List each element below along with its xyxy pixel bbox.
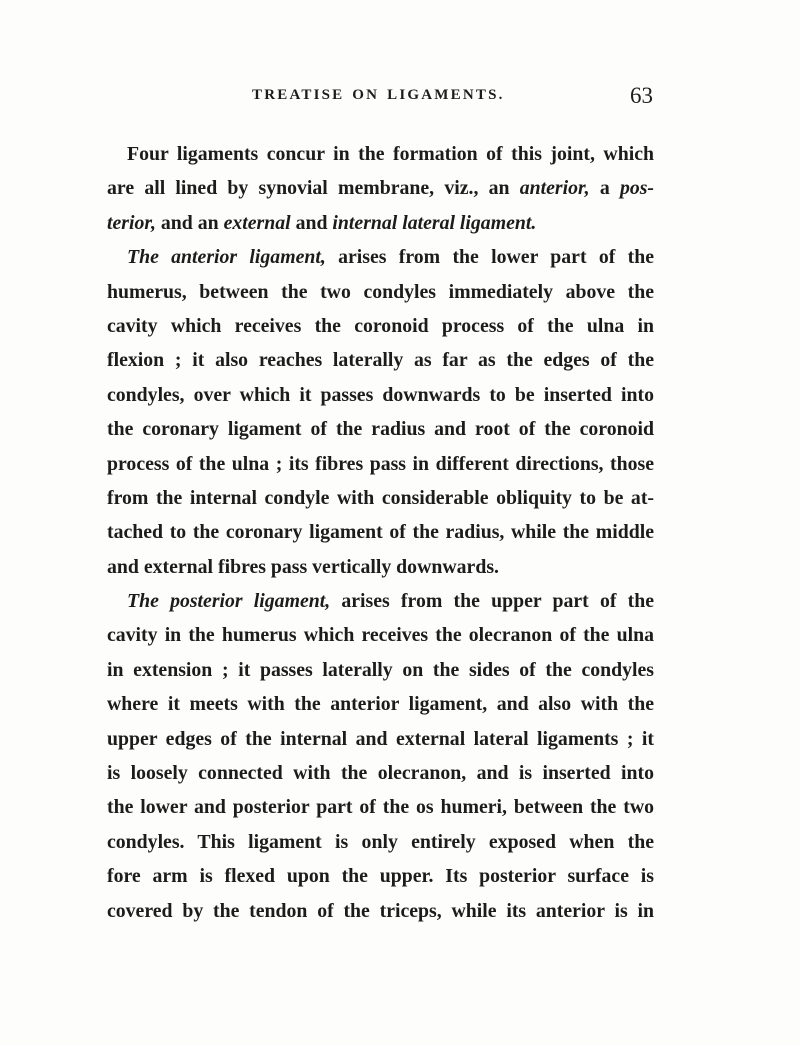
text-line: The posterior ligament, arises from the upper part of the: [127, 590, 654, 613]
text-line: is loosely connected with the olecranon, and is inserted into: [107, 762, 654, 785]
text-line: cavity which receives the coronoid process of the ulna in: [107, 314, 654, 337]
italic-term: anterior,: [519, 177, 590, 200]
italic-term: terior,: [107, 211, 156, 234]
text-line: tached to the coronary ligament of the radius, while the middle: [107, 521, 654, 544]
text-line: and external fibres pass vertically downwards.: [107, 555, 499, 578]
text-line: terior, and an external and internal lateral ligament.: [107, 211, 537, 234]
italic-term: external: [223, 211, 291, 234]
text-line: the lower and posterior part of the os humeri, between the two: [107, 796, 654, 819]
text-line: covered by the tendon of the triceps, while its anterior is in: [107, 899, 654, 922]
text-line: process of the ulna ; its fibres pass in different directions, those: [107, 452, 654, 475]
text-line: flexion ; it also reaches laterally as far as the edges of the: [107, 349, 654, 372]
text-line: Four ligaments concur in the formation of this joint, which: [127, 143, 654, 165]
text-line: the coronary ligament of the radius and root of the coronoid: [107, 418, 654, 441]
page-header: [0, 83, 800, 113]
text-line: condyles, over which it passes downwards to be inserted into: [107, 383, 654, 406]
text-line: from the internal condyle with considerable obliquity to be at-: [107, 486, 654, 509]
body-text: [107, 137, 654, 928]
text-line: The anterior ligament, arises from the lower part of the: [127, 246, 655, 269]
text-line: cavity in the humerus which receives the olecranon of the ulna: [107, 624, 654, 647]
text-line: condyles. This ligament is only entirely exposed when the: [107, 830, 654, 853]
text-line: fore arm is flexed upon the upper. Its posterior surface is: [107, 865, 654, 888]
italic-term: The anterior ligament,: [127, 246, 326, 269]
text-line: upper edges of the internal and external lateral ligaments ; it: [107, 727, 654, 750]
italic-term: pos-: [619, 177, 655, 200]
page-number: 63: [630, 83, 653, 108]
italic-term: The posterior ligament,: [127, 590, 331, 613]
text-line: where it meets with the anterior ligament, and also with the: [107, 693, 654, 716]
text-line: are all lined by synovial membrane, viz., an anterior, a pos-: [107, 177, 655, 200]
italic-term: internal lateral ligament.: [332, 211, 537, 234]
running-head: TREATISE ON LIGAMENTS.: [252, 87, 505, 103]
text-line: in extension ; it passes laterally on the sides of the condyles: [107, 658, 654, 681]
text-line: humerus, between the two condyles immediately above the: [107, 280, 654, 303]
